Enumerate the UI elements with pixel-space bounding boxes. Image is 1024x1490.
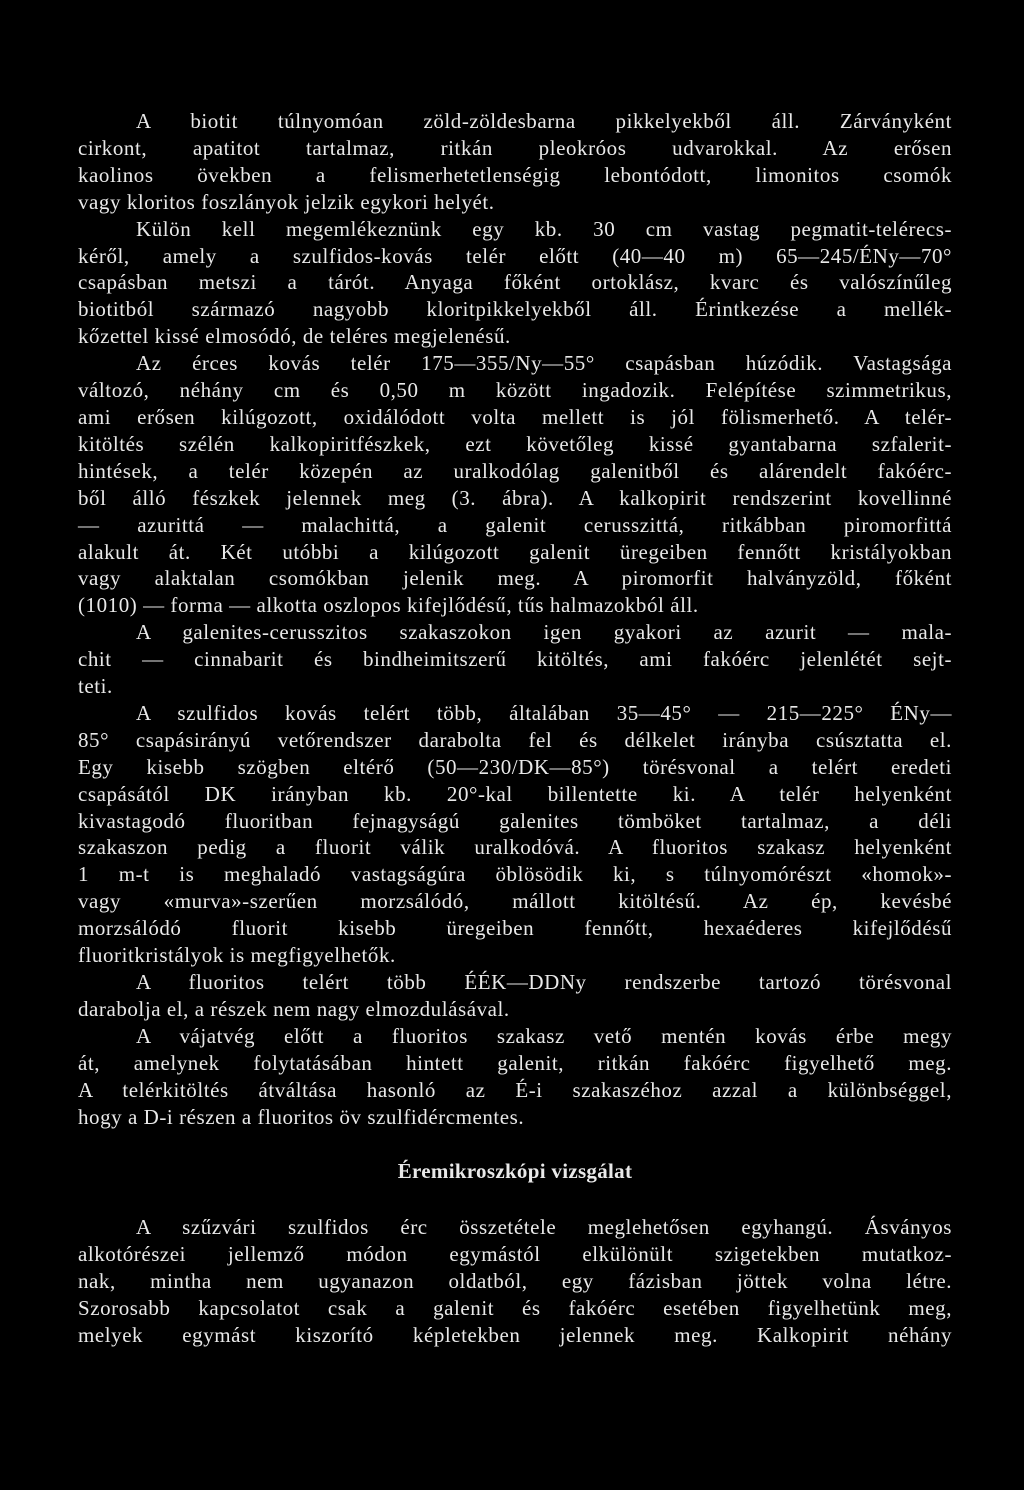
text-line: nak, mintha nem ugyanazon oldatból, egy fázisban jöttek volna létre. (78, 1269, 952, 1294)
text-line: darabolja el, a részek nem nagy elmozdulásával. (78, 996, 510, 1021)
paragraph (78, 619, 952, 700)
text-line: alakult át. Két utóbbi a kilúgozott galenit üregeiben fennőtt kristályokban (78, 539, 952, 564)
text-line: cirkont, apatitot tartalmaz, ritkán pleokróos udvarokkal. Az erősen (78, 135, 952, 160)
text-line: hogy a D-i részen a fluoritos öv szulfidércmentes. (78, 1104, 525, 1129)
text-line: kőzettel kissé elmosódó, de teléres megjelenésű. (78, 324, 511, 349)
text-line: A vájatvég előtt a fluoritos szakasz vető mentén kovás érbe megy (136, 1023, 952, 1048)
paragraph (78, 700, 952, 969)
section-heading-wrap (78, 1130, 952, 1214)
body-text-top (78, 108, 952, 1130)
text-line: teti. (78, 674, 113, 699)
text-line: kitöltés szélén kalkopiritfészkek, ezt követőleg kissé gyantabarna szfalerit- (78, 431, 952, 456)
text-line: Külön kell megemlékeznünk egy kb. 30 cm vastag pegmatit-telérecs- (136, 216, 952, 241)
paragraph (78, 969, 952, 1023)
text-line: alkotórészei jellemző módon egymástól elkülönült szigetekben mutatkoz- (78, 1242, 952, 1267)
text-line: fluoritkristályok is megfigyelhetők. (78, 943, 396, 968)
text-line: Egy kisebb szögben eltérő (50—230/DK—85°) törésvonal a telért eredeti (78, 754, 952, 779)
text-line: — azurittá — malachittá, a galenit cerusszittá, ritkábban piromorfittá (78, 512, 952, 537)
text-line: kaolinos övekben a felismerhetetlenségig lebontódott, limonitos csomók (78, 162, 952, 187)
text-line: A fluoritos telért több ÉÉK—DDNy rendszerbe tartozó törésvonal (136, 970, 952, 994)
text-line: A szűzvári szulfidos érc összetétele meglehetősen egyhangú. Ásványos (136, 1215, 952, 1240)
text-line: vagy kloritos foszlányok jelzik egykori helyét. (78, 189, 495, 214)
text-line: A galenites-cerusszitos szakaszokon igen gyakori az azurit — mala- (136, 620, 952, 645)
section-heading: Éremikroszkópi vizsgálat (397, 1159, 633, 1184)
text-line: szakaszon pedig a fluorit válik uralkodóvá. A fluoritos szakasz helyenként (78, 835, 952, 860)
text-line: kivastagodó fluoritban fejnagyságú galenites tömböket tartalmaz, a déli (78, 808, 952, 833)
text-line: Az érces kovás telér 175—355/Ny—55° csapásban húzódik. Vastagsága (136, 351, 952, 376)
text-line: vagy «murva»-szerűen morzsálódó, mállott kitöltésű. Az ép, kevésbé (78, 889, 952, 914)
text-line: melyek egymást kiszorító képletekben jelennek meg. Kalkopirit néhány (78, 1323, 952, 1348)
text-line: A szulfidos kovás telért több, általában 35—45° — 215—225° ÉNy— (136, 700, 952, 725)
document-page (78, 108, 952, 1349)
paragraph (78, 350, 952, 619)
paragraph (78, 1023, 952, 1131)
text-line: biotitból származó nagyobb kloritpikkelyekből áll. Érintkezése a mellék- (78, 297, 952, 322)
text-line: csapásban metszi a tárót. Anyaga főként ortoklász, kvarc és valószínűleg (78, 270, 952, 295)
paragraph (78, 216, 952, 351)
text-line: (1010) — forma — alkotta oszlopos kifejlődésű, tűs halmazokból áll. (78, 593, 699, 618)
text-line: chit — cinnabarit és bindheimitszerű kitöltés, ami fakóérc jelenlétét sejt- (78, 647, 952, 672)
text-line: hintések, a telér közepén az uralkodólag galenitből és alárendelt fakóérc- (78, 458, 952, 483)
text-line: 1 m-t is meghaladó vastagságúra öblösödik ki, s túlnyomórészt «homok»- (78, 862, 952, 887)
text-line: ami erősen kilúgozott, oxidálódott volta mellett is jól fölismerhető. A telér- (78, 404, 952, 429)
paragraph (78, 108, 952, 216)
text-line: változó, néhány cm és 0,50 m között ingadozik. Felépítése szimmetrikus, (78, 378, 952, 403)
text-line: Szorosabb kapcsolatot csak a galenit és fakóérc esetében figyelhetünk meg, (78, 1296, 952, 1321)
body-text-bottom (78, 1214, 952, 1349)
text-line: A biotit túlnyomóan zöld-zöldesbarna pikkelyekből áll. Zárványként (136, 109, 952, 133)
text-line: ből álló fészkek jelennek meg (3. ábra). A kalkopirit rendszerint kovellinné (78, 485, 952, 510)
text-line: 85° csapásirányú vetőrendszer darabolta fel és délkelet irányba csúsztatta el. (78, 727, 952, 752)
text-line: A telérkitöltés átváltása hasonló az É-i szakaszéhoz azzal a különbséggel, (78, 1077, 952, 1102)
text-line: kéről, amely a szulfidos-kovás telér előtt (40—40 m) 65—245/ÉNy—70° (78, 243, 952, 268)
paragraph (78, 1214, 952, 1349)
text-line: csapásától DK irányban kb. 20°-kal billentette ki. A telér helyenként (78, 781, 952, 806)
text-line: vagy alaktalan csomókban jelenik meg. A piromorfit halványzöld, főként (78, 566, 952, 591)
text-line: morzsálódó fluorit kisebb üregeiben fennőtt, hexaéderes kifejlődésű (78, 916, 952, 941)
text-line: át, amelynek folytatásában hintett galenit, ritkán fakóérc figyelhető meg. (78, 1050, 952, 1075)
